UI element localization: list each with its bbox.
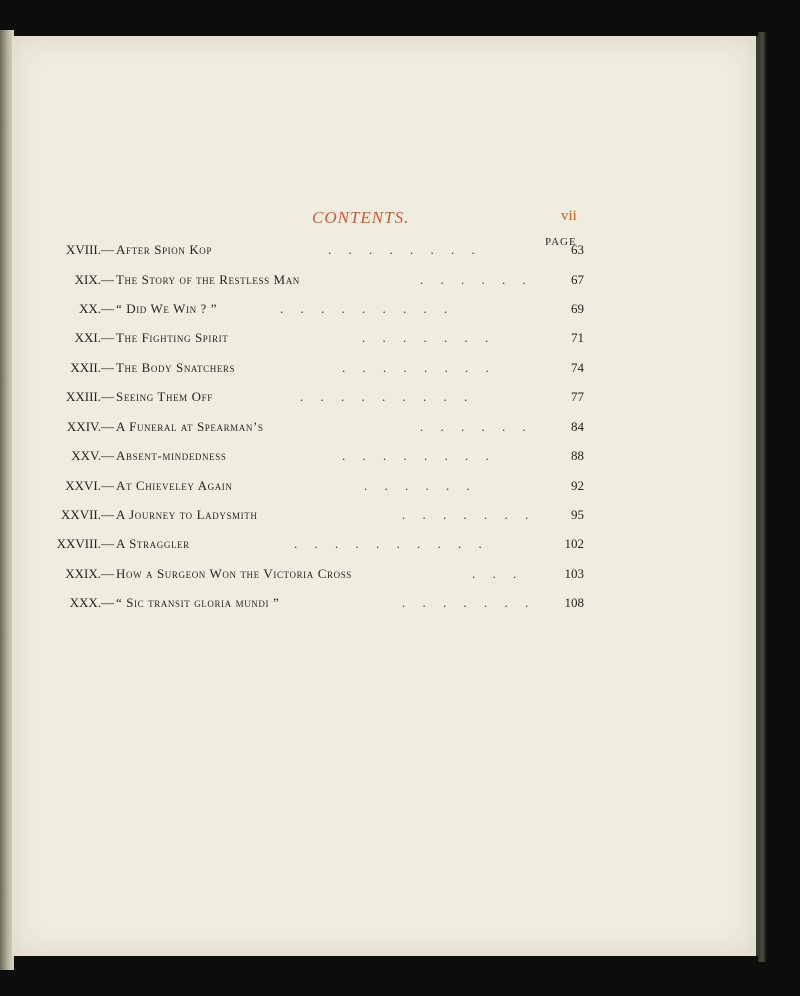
chapter-title: At Chieveley Again: [116, 478, 233, 493]
chapter-number: XXVII.—: [60, 507, 114, 522]
toc-entry-xxii: [12, 360, 592, 382]
toc-entry-xxv: [12, 448, 592, 470]
toc-entry-xxvi: [12, 478, 592, 500]
chapter-number: XX.—: [78, 301, 114, 316]
chapter-title: Absent-mindedness: [116, 448, 227, 463]
chapter-number: XXIII.—: [65, 389, 114, 404]
chapter-number: XXI.—: [74, 330, 114, 345]
chapter-page: 88: [571, 448, 584, 463]
chapter-page: 77: [571, 389, 584, 404]
chapter-page: 103: [564, 566, 584, 581]
chapter-number: XXX.—: [69, 595, 114, 610]
dot-leader: . . . . . . .: [402, 595, 536, 610]
dot-leader: . . . . . . . . . .: [294, 536, 489, 551]
toc-entry-xx: [12, 301, 592, 323]
chapter-page: 108: [564, 595, 584, 610]
chapter-number: XXII.—: [70, 360, 114, 375]
dot-leader: . . . . . . . .: [328, 242, 482, 257]
toc-entry-xxiv: [12, 419, 592, 441]
chapter-number: XXV.—: [71, 448, 114, 463]
chapter-number: XXIV.—: [66, 419, 114, 434]
chapter-number: XXIX.—: [65, 566, 114, 581]
folio-number: vii: [561, 208, 577, 224]
chapter-page: 92: [571, 478, 584, 493]
chapter-title: Seeing Them Off: [116, 389, 213, 404]
dot-leader: . . . . . .: [420, 272, 533, 287]
dot-leader: . . . . . . . . .: [300, 389, 475, 404]
dot-leader: . . . . . . .: [402, 507, 536, 522]
chapter-title: A Straggler: [116, 536, 190, 551]
dot-leader: . . . . . .: [364, 478, 477, 493]
toc-entry-xxvii: [12, 507, 592, 529]
toc-entry-xxi: [12, 330, 592, 352]
toc-entry-xxx: [12, 595, 592, 617]
dot-leader: . . . . . . .: [362, 330, 496, 345]
chapter-page: 63: [571, 242, 584, 257]
chapter-page: 69: [571, 301, 584, 316]
chapter-title: “ Sic transit gloria mundi ”: [116, 595, 280, 610]
toc-entry-xxviii: [12, 536, 592, 558]
dot-leader: . . . . . . . . .: [280, 301, 455, 316]
chapter-title: How a Surgeon Won the Victoria Cross: [116, 566, 352, 581]
running-title: CONTENTS.: [312, 208, 410, 227]
chapter-number: XXVI.—: [65, 478, 114, 493]
chapter-title: The Body Snatchers: [116, 360, 236, 375]
toc-entry-xviii: [12, 242, 592, 264]
chapter-title: The Story of the Restless Man: [116, 272, 300, 287]
chapter-page: 74: [571, 360, 584, 375]
chapter-number: XIX.—: [74, 272, 114, 287]
page-column-label: PAGE: [545, 236, 577, 248]
toc-entry-xix: [12, 272, 592, 294]
dot-leader: . . .: [472, 566, 524, 581]
chapter-number: XXVIII.—: [56, 536, 114, 551]
book-page-edge: [758, 32, 766, 962]
chapter-page: 84: [571, 419, 584, 434]
chapter-page: 67: [571, 272, 584, 287]
dot-leader: . . . . . . . .: [342, 448, 496, 463]
chapter-page: 95: [571, 507, 584, 522]
chapter-title: The Fighting Spirit: [116, 330, 229, 345]
dot-leader: . . . . . . . .: [342, 360, 496, 375]
toc-entry-xxix: [12, 566, 592, 588]
chapter-title: A Journey to Ladysmith: [116, 507, 258, 522]
dot-leader: . . . . . .: [420, 419, 533, 434]
chapter-title: After Spion Kop: [116, 242, 213, 257]
chapter-number: XVIII.—: [65, 242, 114, 257]
book-page: [12, 36, 759, 956]
chapter-title: A Funeral at Spearman’s: [116, 419, 264, 434]
toc-entry-xxiii: [12, 389, 592, 411]
chapter-title: “ Did We Win ? ”: [116, 301, 218, 316]
table-of-contents: [12, 36, 756, 956]
chapter-page: 102: [564, 536, 584, 551]
chapter-page: 71: [571, 330, 584, 345]
